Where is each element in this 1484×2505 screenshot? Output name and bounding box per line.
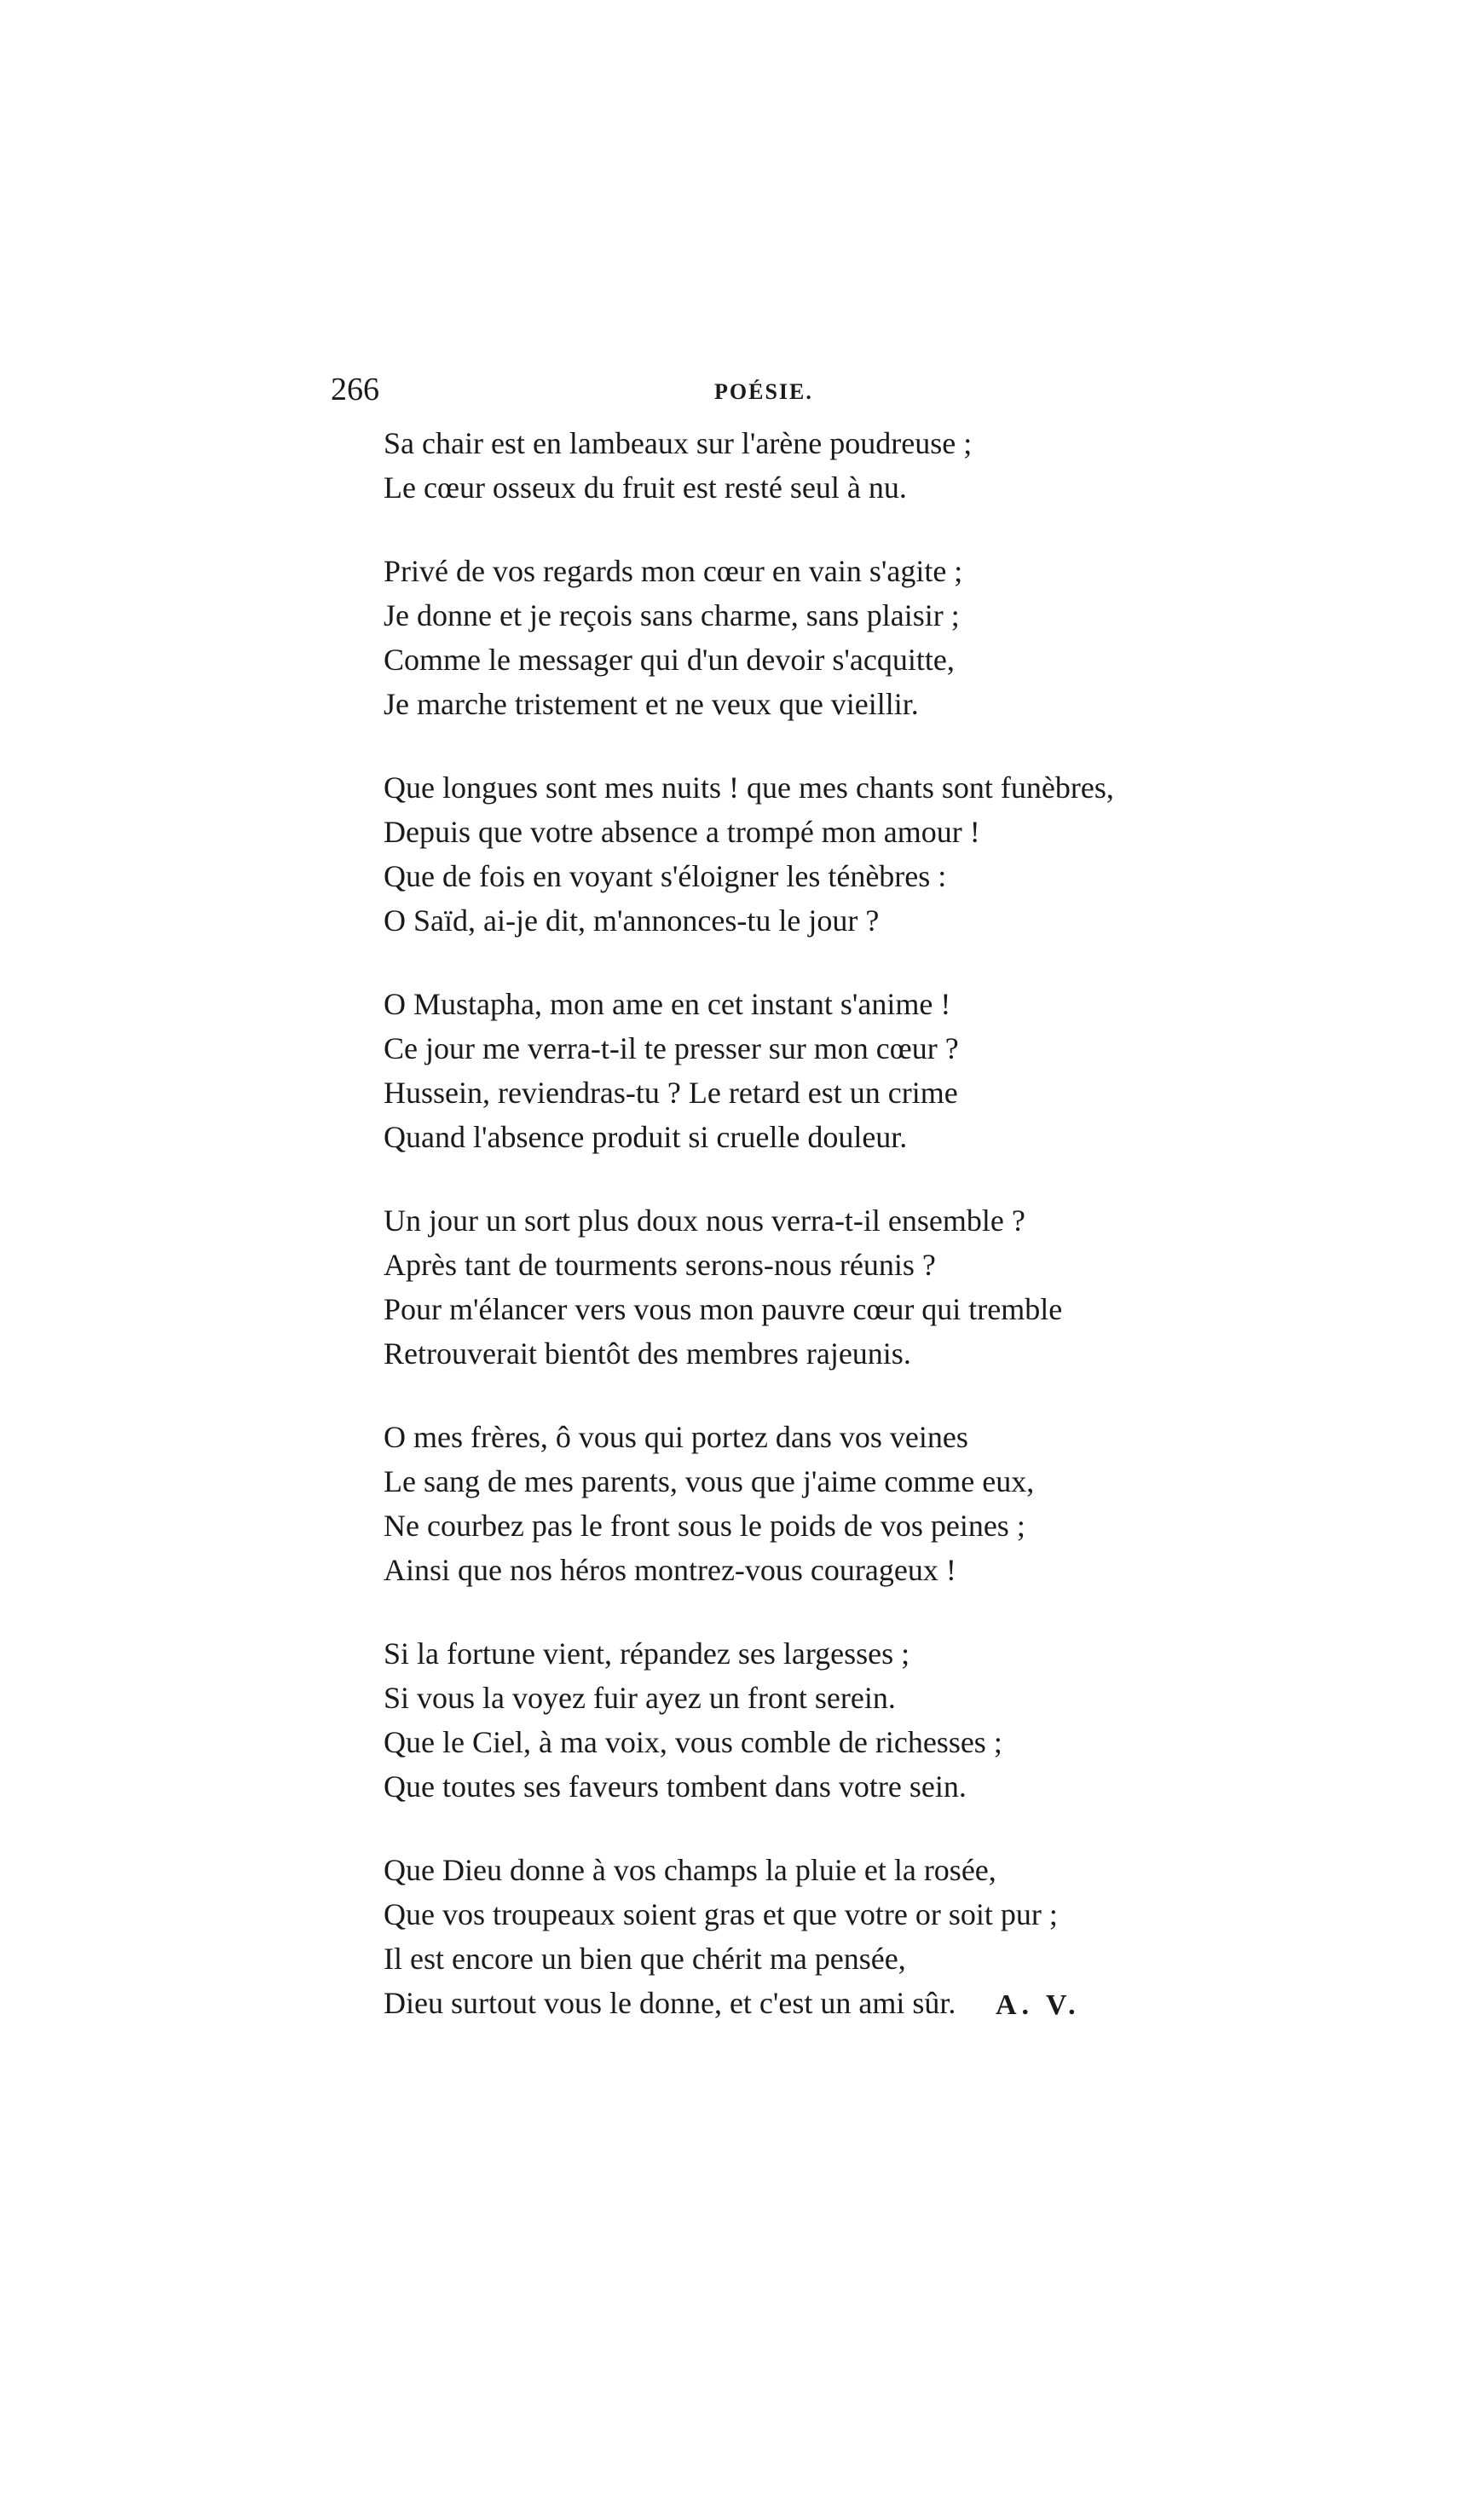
poem-line: O Mustapha, mon ame en cet instant s'anime ! [384, 987, 951, 1021]
stanza [384, 421, 1253, 510]
poem-line: Que Dieu donne à vos champs la pluie et la rosée, [384, 1853, 996, 1887]
stanza [384, 765, 1253, 943]
poem-line: Pour m'élancer vers vous mon pauvre cœur qui tremble [384, 1292, 1063, 1326]
poem-line: Que vos troupeaux soient gras et que votre or soit pur ; [384, 1897, 1058, 1931]
poem-line: Le cœur osseux du fruit est resté seul à nu. [384, 470, 907, 505]
poem-line: Privé de vos regards mon cœur en vain s'agite ; [384, 554, 963, 588]
stanza [384, 1415, 1253, 1592]
poem-line: Hussein, reviendras-tu ? Le retard est un crime [384, 1076, 958, 1110]
poem-line: Le sang de mes parents, vous que j'aime comme eux, [384, 1464, 1035, 1498]
poem-line: Il est encore un bien que chérit ma pensée, [384, 1942, 906, 1976]
poem-line: Comme le messager qui d'un devoir s'acquitte, [384, 643, 955, 677]
poem-line: Ne courbez pas le front sous le poids de vos peines ; [384, 1509, 1025, 1543]
poem-line: Sa chair est en lambeaux sur l'arène poudreuse ; [384, 426, 973, 460]
poem-line: Après tant de tourments serons-nous réunis ? [384, 1248, 936, 1282]
poem-line: Que longues sont mes nuits ! que mes chants sont funèbres, [384, 771, 1114, 805]
poem-line: Retrouverait bientôt des membres rajeunis. [384, 1336, 911, 1371]
poem [384, 421, 1253, 2064]
stanza [384, 982, 1253, 1159]
running-title: POÉSIE. [714, 379, 813, 404]
poem-line: Ce jour me verra-t-il te presser sur mon cœur ? [384, 1031, 959, 1065]
poem-line: Je marche tristement et ne veux que vieillir. [384, 687, 919, 721]
poem-line: Si la fortune vient, répandez ses largesses ; [384, 1636, 910, 1671]
poem-line: Que de fois en voyant s'éloigner les ténèbres : [384, 859, 947, 893]
stanza [384, 1198, 1253, 1376]
page-header [331, 371, 1183, 422]
poem-line: Ainsi que nos héros montrez-vous courageux ! [384, 1553, 956, 1587]
poem-line: Dieu surtout vous le donne, et c'est un ami sûr. [384, 1986, 956, 2020]
poem-line: Je donne et je reçois sans charme, sans plaisir ; [384, 598, 960, 632]
poem-line: O Saïd, ai-je dit, m'annonces-tu le jour ? [384, 903, 880, 938]
author-signature: A. V. [996, 1989, 1081, 2021]
poem-line: Quand l'absence produit si cruelle douleur. [384, 1120, 908, 1154]
stanza [384, 1848, 1253, 2025]
poem-line: Un jour un sort plus doux nous verra-t-il ensemble ? [384, 1203, 1025, 1238]
poem-line: Si vous la voyez fuir ayez un front serein. [384, 1681, 896, 1715]
stanza [384, 1631, 1253, 1809]
page-number: 266 [331, 372, 379, 407]
poem-line: O mes frères, ô vous qui portez dans vos veines [384, 1420, 968, 1454]
poem-line: Que toutes ses faveurs tombent dans votre sein. [384, 1769, 967, 1804]
poem-line: Que le Ciel, à ma voix, vous comble de richesses ; [384, 1725, 1002, 1759]
poem-line: Depuis que votre absence a trompé mon amour ! [384, 815, 980, 849]
stanza [384, 549, 1253, 726]
